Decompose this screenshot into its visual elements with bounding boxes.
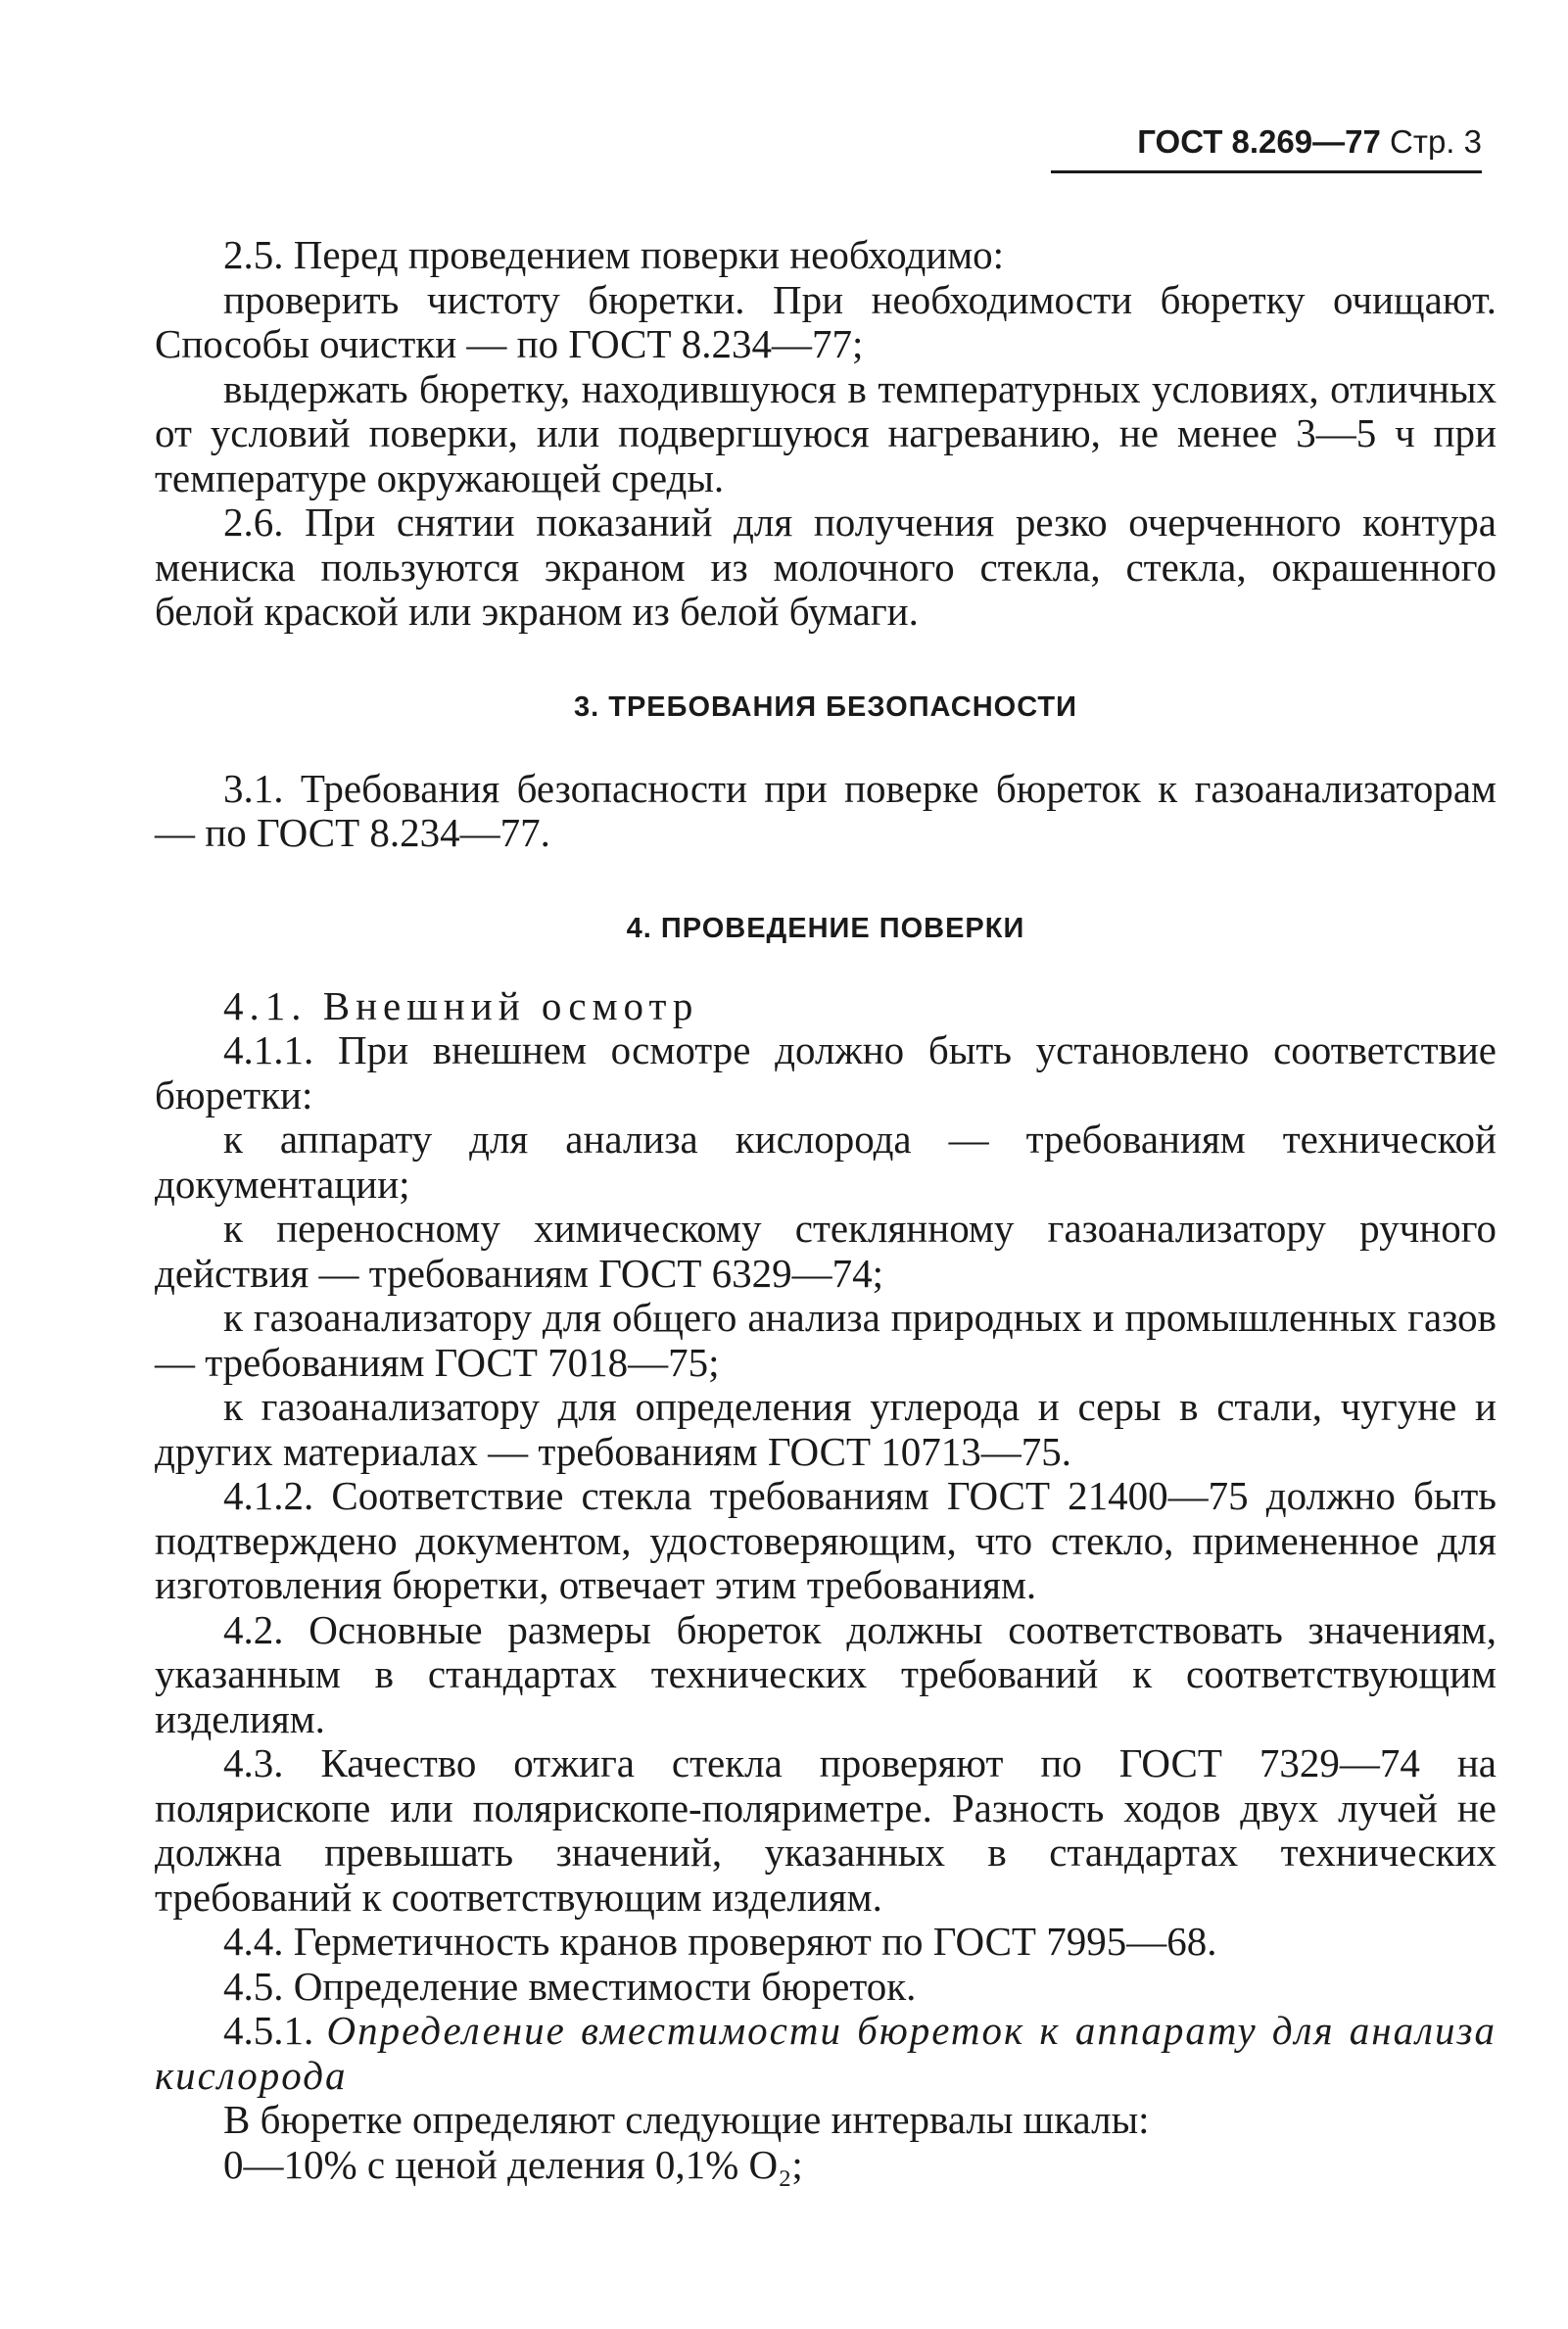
paragraph-4-1: 4.1. Внешний осмотр [223, 982, 699, 1028]
paragraph-4-2: 4.2. Основные размеры бюреток должны соответствовать значениям, указанным в стандартах технических требований к соответствующим изделиям. [155, 1606, 1497, 1741]
paragraph-4-1-1-d: к газоанализатору для определения углерода и серы в стали, чугуне и других материалах — требованиям ГОСТ 10713—75. [155, 1384, 1497, 1474]
paragraph-4-1-1-a: к аппарату для анализа кислорода — требованиям технической документации; [155, 1117, 1497, 1207]
paragraph-4-3: 4.3. Качество отжига стекла проверяют по ГОСТ 7329—74 на полярископе или полярископе-поляриметре. Разность ходов двух лучей не должна превышать значений, указанных в стандартах технических требований к соответствующим изделиям. [155, 1740, 1497, 1920]
paragraph-2-5-a: проверить чистоту бюретки. При необходимости бюретку очищают. Способы очистки — по ГОСТ 8.234—77; [155, 276, 1497, 366]
paragraph-4-1-1-b: к переносному химическому стеклянному газоанализатору ручного действия — требованиям ГОСТ 6329—74; [155, 1206, 1497, 1296]
paragraph-4-5-1-title: Определение вместимости бюреток к аппарату для анализа кислорода [155, 2008, 1497, 2098]
paragraph-4-5-1 [155, 2009, 1497, 2098]
document-number: ГОСТ 8.269—77 [1137, 123, 1381, 160]
paragraph-4-5-1-number: 4.5.1. [223, 2008, 314, 2053]
paragraph-4-1-2: 4.1.2. Соответствие стекла требованиям ГОСТ 21400—75 должно быть подтверждено документом, удостоверяющим, что стекло, примененное для изготовления бюретки, отвечает этим требованиям. [155, 1473, 1497, 1607]
paragraph-2-5: 2.5. Перед проведением поверки необходимо: [223, 232, 1005, 277]
paragraph-4-5: 4.5. Определение вместимости бюреток. [223, 1963, 917, 2009]
page-number: Стр. 3 [1390, 123, 1482, 160]
paragraph-4-1-1: 4.1.1. При внешнем осмотре должно быть установлено соответствие бюретки: [155, 1027, 1497, 1117]
paragraph-2-6: 2.6. При снятии показаний для получения резко очерченного контура мениска пользуются экраном из молочного стекла, стекла, окрашенного белой краской или экраном из белой бумаги. [155, 499, 1497, 634]
paragraph-4-5-1-text: В бюретке определяют следующие интервалы шкалы: [223, 2097, 1150, 2142]
document-body [155, 233, 1497, 2187]
paragraph-4-4: 4.4. Герметичность кранов проверяют по ГОСТ 7995—68. [223, 1919, 1217, 1964]
paragraph-scale-interval: 0—10% с ценой деления 0,1% O₂; [223, 2141, 803, 2187]
page-header [1051, 123, 1482, 173]
paragraph-2-5-b: выдержать бюретку, находившуюся в температурных условиях, отличных от условий поверки, или подвергшуюся нагреванию, не менее 3—5 ч при температуре окружающей среды. [155, 365, 1497, 500]
paragraph-3-1: 3.1. Требования безопасности при поверке бюреток к газоанализаторам — по ГОСТ 8.234—77. [155, 765, 1497, 855]
section-3-heading: 3. ТРЕБОВАНИЯ БЕЗОПАСНОСТИ [574, 690, 1077, 723]
paragraph-4-1-1-c: к газоанализатору для общего анализа природных и промышленных газов — требованиям ГОСТ 7018—75; [155, 1295, 1497, 1385]
section-4-heading: 4. ПРОВЕДЕНИЕ ПОВЕРКИ [626, 912, 1025, 944]
